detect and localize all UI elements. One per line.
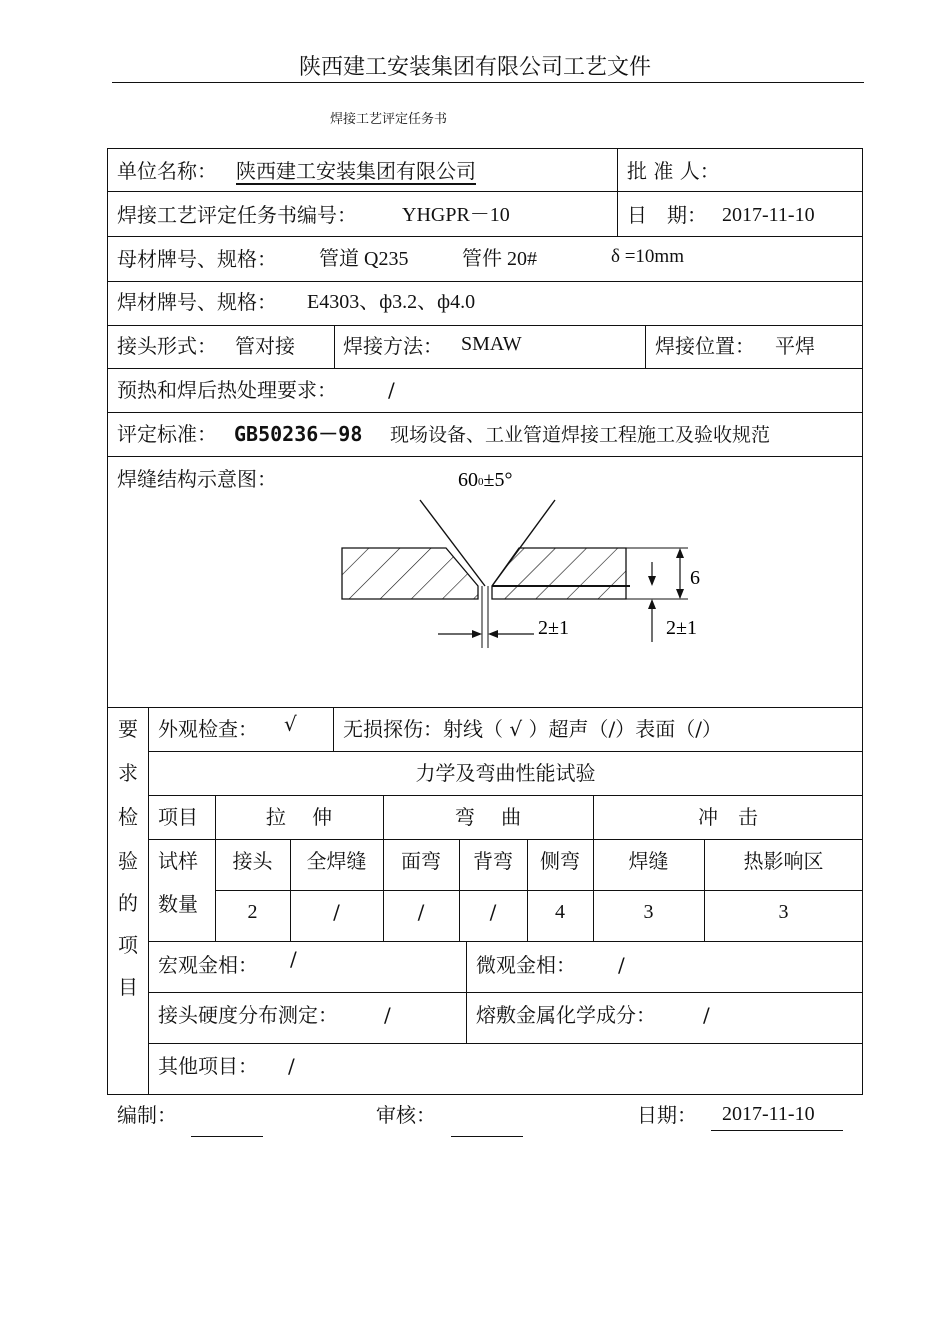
gap-dimension: 2±1 xyxy=(538,617,569,639)
right-plate xyxy=(492,548,626,599)
footer-date-label: 日期： xyxy=(637,1103,697,1127)
hardness-label: 接头硬度分布测定： xyxy=(158,1003,338,1027)
column-header: 焊缝 xyxy=(628,849,669,873)
quantity-label: 数量 xyxy=(158,892,198,916)
side-label-char: 目 xyxy=(118,975,138,999)
row-divider xyxy=(148,839,863,840)
quantity-cell: 2 xyxy=(247,901,258,923)
row-divider xyxy=(148,992,863,993)
header-divider xyxy=(112,82,864,83)
row-divider xyxy=(148,1043,863,1044)
groove-angle-label: 600±5° xyxy=(458,469,513,491)
method-label: 焊接方法： xyxy=(343,334,443,358)
column-header: 热影响区 xyxy=(743,849,824,873)
column-header: 背弯 xyxy=(473,849,513,873)
col-divider xyxy=(334,325,335,368)
visual-check-label: 外观检查： xyxy=(158,717,258,741)
date-value: 2017-11-10 xyxy=(722,204,815,226)
base-metal-fitting: 管件 20# xyxy=(462,248,537,270)
row-divider xyxy=(107,281,863,282)
column-header: 全焊缝 xyxy=(306,849,367,873)
root-face-arrow-top xyxy=(648,576,656,586)
col-divider xyxy=(466,941,467,1043)
quantity-cell: / xyxy=(417,900,425,924)
date-label: 日 期： xyxy=(627,203,707,227)
root-face-arrow-bottom xyxy=(648,599,656,609)
joint-label: 接头形式： xyxy=(117,334,217,358)
side-label-char: 检 xyxy=(118,805,138,829)
gap-arrow-right xyxy=(488,630,498,638)
footer-date-value: 2017-11-10 xyxy=(722,1103,815,1125)
diagram-label: 焊缝结构示意图： xyxy=(117,467,277,491)
standard-code: GB50236－98 xyxy=(234,422,363,446)
unit-value: 陕西建工安装集团有限公司 xyxy=(236,159,476,183)
column-header: 侧弯 xyxy=(540,849,580,873)
joint-value: 管对接 xyxy=(235,334,295,358)
other-label: 其他项目： xyxy=(158,1054,258,1078)
macro-value: / xyxy=(290,947,297,971)
row-divider xyxy=(107,412,863,413)
quantity-cell: 4 xyxy=(555,901,565,923)
compiled-signature-line xyxy=(191,1136,263,1137)
row-divider xyxy=(107,456,863,457)
reviewed-label: 审核： xyxy=(376,1103,436,1127)
thickness-dimension: 6 xyxy=(690,567,700,589)
item-label: 项目 xyxy=(158,805,198,829)
hardness-value: / xyxy=(384,1003,391,1027)
row-divider xyxy=(215,890,863,891)
reviewed-signature-line xyxy=(451,1136,523,1137)
col-divider xyxy=(645,325,646,368)
column-header: 接头 xyxy=(232,849,273,873)
unit-label: 单位名称： xyxy=(117,159,217,183)
visual-check-mark: √ xyxy=(284,712,297,736)
chem-value: / xyxy=(703,1003,710,1027)
col-divider xyxy=(333,707,334,751)
standard-label: 评定标准： xyxy=(117,422,217,446)
thickness-value: δ =10mm xyxy=(611,246,684,267)
bend-header: 弯 曲 xyxy=(454,805,522,829)
mech-test-title: 力学及弯曲性能试验 xyxy=(415,761,596,785)
filler-value: E4303、ф3.2、ф4.0 xyxy=(307,291,476,313)
row-divider xyxy=(107,191,863,192)
micro-value: / xyxy=(618,953,625,977)
quantity-cell: 3 xyxy=(643,901,654,923)
other-value: / xyxy=(288,1054,295,1078)
side-label-char: 求 xyxy=(118,761,138,785)
side-label-char: 的 xyxy=(118,891,138,915)
macro-label: 宏观金相： xyxy=(158,953,258,977)
base-metal-pipe: 管道 Q235 xyxy=(319,248,409,270)
side-label-char: 项 xyxy=(118,933,138,957)
tensile-header: 拉 伸 xyxy=(265,805,333,829)
weld-groove-diagram xyxy=(330,462,730,662)
sample-label: 试样 xyxy=(158,849,198,873)
row-divider xyxy=(107,707,863,708)
quantity-cell: / xyxy=(489,900,497,924)
position-label: 焊接位置： xyxy=(655,334,755,358)
col-divider xyxy=(617,148,618,236)
root-face-dimension: 2±1 xyxy=(666,617,697,639)
standard-name: 现场设备、工业管道焊接工程施工及验收规范 xyxy=(390,424,771,446)
side-label-char: 验 xyxy=(118,849,138,873)
impact-header: 冲 击 xyxy=(698,805,758,829)
task-no-value: YHGPR－10 xyxy=(402,204,510,226)
footer-date-underline xyxy=(711,1130,843,1131)
method-value: SMAW xyxy=(461,333,522,355)
approver-label: 批 准 人： xyxy=(627,159,720,183)
quantity-cell: / xyxy=(333,900,340,924)
side-label-char: 要 xyxy=(118,717,138,741)
row-divider xyxy=(107,236,863,237)
thickness-arrow-top xyxy=(676,548,684,558)
document-header-title: 陕西建工安装集团有限公司工艺文件 xyxy=(298,55,651,80)
thickness-arrow-bottom xyxy=(676,589,684,599)
compiled-label: 编制： xyxy=(117,1103,177,1127)
row-divider xyxy=(148,941,863,942)
column-header: 面弯 xyxy=(401,849,441,873)
base-metal-label: 母材牌号、规格： xyxy=(117,247,277,271)
ndt-text: 无损探伤：射线（ √ ）超声（/）表面（/） xyxy=(343,717,722,741)
heat-treat-label: 预热和焊后热处理要求： xyxy=(117,378,337,402)
micro-label: 微观金相： xyxy=(476,953,576,977)
row-divider xyxy=(107,325,863,326)
heat-treat-value: / xyxy=(388,378,395,402)
row-divider xyxy=(148,751,863,752)
quantity-cell: 3 xyxy=(778,901,789,923)
position-value: 平焊 xyxy=(775,334,815,358)
left-plate xyxy=(342,548,478,599)
row-divider xyxy=(148,795,863,796)
row-divider xyxy=(107,368,863,369)
document-subtitle: 焊接工艺评定任务书 xyxy=(330,112,448,127)
gap-arrow-left xyxy=(472,630,482,638)
filler-label: 焊材牌号、规格： xyxy=(117,290,277,314)
chem-label: 熔敷金属化学成分： xyxy=(476,1003,656,1027)
task-no-label: 焊接工艺评定任务书编号： xyxy=(117,203,357,227)
